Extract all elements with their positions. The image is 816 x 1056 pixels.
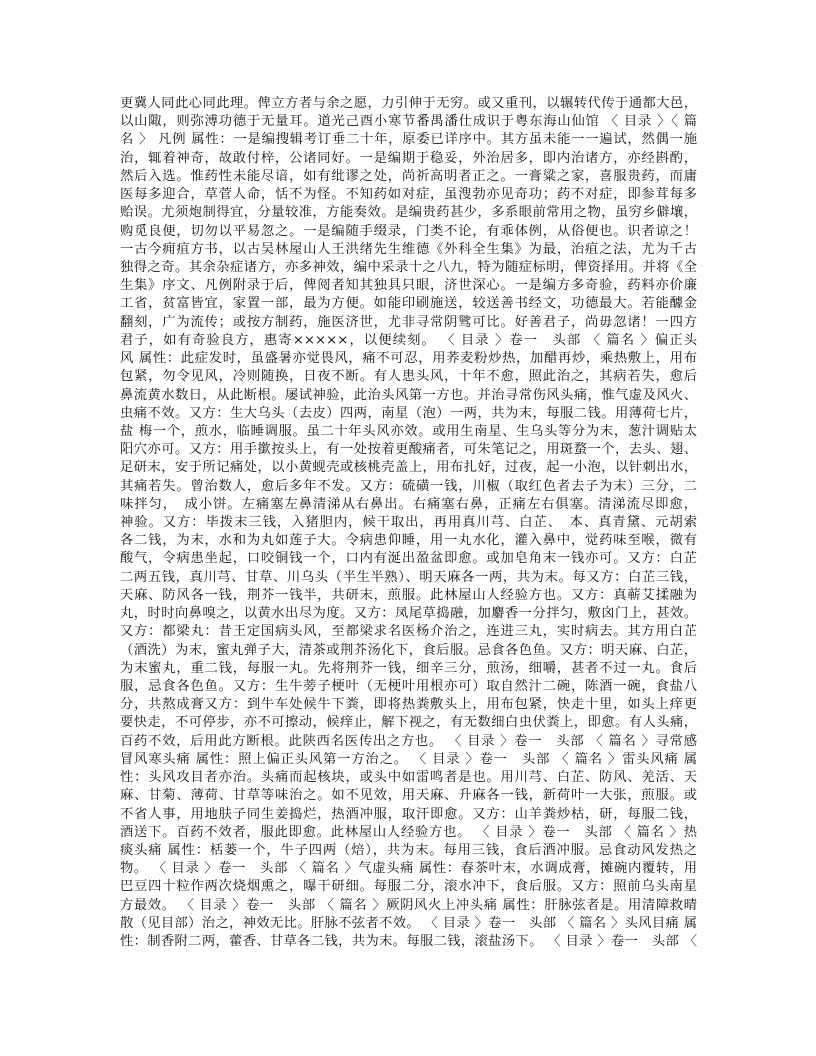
text-line: 独得之奇。其余杂症诸方，亦多神效，编中采录十之八九，特为随症标明，俾资择用。并将《全 <box>120 259 697 275</box>
text-line: 购觅良便，切勿以平易忽之。一是编随手缀录，门类不论，有乖体例，从俗便也。识者谅之！ <box>120 223 697 239</box>
text-line: 工省，贫富皆宜，家置一部，最为方便。如能印刷施送，较送善书经文，功德最大。若能醵金 <box>120 296 697 312</box>
text-line: 二两五钱，真川芎、甘草、川乌头（半生半熟）、明天麻各一两，共为末。每又方：白芷三钱， <box>120 569 697 585</box>
text-line: 巴豆四十粒作两次烧烟熏之，曝干研细。每服二分，滚水冲下，食后服。又方：照前乌头南星 <box>120 879 697 895</box>
text-line: 足研末，安于所记痛处，以小黄蚬壳或核桃壳盖上，用布扎好，过夜，起一小泡，以针刺出水， <box>120 460 697 476</box>
text-line: 一古今痈疽方书，以古吴林屋山人王洪绪先生维德《外科全生集》为最，治疽之法，尤为千古 <box>120 241 697 257</box>
text-line: 为末蜜丸，重二钱，每服一丸。先将荆芥一钱，细辛三分，煎汤，细嚼，甚者不过一丸。食后 <box>120 660 697 676</box>
text-line: 物。 〈 目录 〉卷一 头部 〈 篇名 〉气虚头痛 属性：春茶叶末，水调成膏，摊碗内覆转，用 <box>120 861 697 877</box>
text-line: 风 属性：此症发时，虽盛暑亦觉畏风，痛不可忍，用荞麦粉炒热，加醋再炒，乘热敷上，用布 <box>120 351 697 367</box>
text-line: 虫痛不效。又方：生大乌头（去皮）四两，南星（泡）一两，共为末，每服二钱。用薄荷七片， <box>120 405 697 421</box>
text-line: 服，忌食各色鱼。又方：生牛蒡子梗叶（无梗叶用根亦可）取自然汁二碗，陈酒一碗，食盐八 <box>120 679 697 694</box>
text-line: 丸，时时向鼻嗅之，以黄水出尽为度。又方：凤尾草捣融，加麝香一分拌匀，敷囟门上，甚效。 <box>120 606 697 622</box>
text-line: 酒送下。百药不效者，服此即愈。此林屋山人经验方也。 〈 目录 〉卷一 头部 〈 篇名 〉热 <box>120 824 697 840</box>
text-line: 不省人事，用地肤子同生姜捣烂，热酒冲服，取汗即愈。又方：山羊粪炒枯，研，每服二钱， <box>120 806 697 822</box>
text-line: 冒风寒头痛 属性：照上偏正头风第一方治之。 〈 目录 〉卷一 头部 〈 篇名 〉雷头风痛 属 <box>120 751 697 767</box>
text-line: 阳穴亦可。又方：用手撳按头上，有一处按着更酸痛者，可朱笔记之，用斑蝥一个，去头、翅、 <box>120 442 697 458</box>
text-line: 其痛若失。曾治数人，愈后多年不发。又方：硫磺一钱，川椒（取红色者去子为末）三分，二 <box>120 478 697 494</box>
text-line: 神验。又方：毕拨末三钱，入猪胆内，候干取出，再用真川芎、白芷、 本、真青黛、元胡索 <box>120 515 697 531</box>
text-line: 方最效。 〈 目录 〉卷一 头部 〈 篇名 〉厥阴风火上冲头痛 属性：肝脉弦者是。用清障救晴 <box>120 897 697 913</box>
text-line: 要快走，不可停步，亦不可擦动，候痒止，解下视之，有无数细白虫伏粪上，即愈。有人头痛， <box>120 715 697 731</box>
text-line: 又方：都梁丸：昔王定国病头风，至都梁求名医杨介治之，连进三丸，实时病去。其方用白芷 <box>120 624 697 640</box>
text-line: 鼻流黄水数日，从此断根。屡试神验，此治头风第一方也。并治寻常伤风头痛，惟气虚及风火、 <box>120 387 697 403</box>
text-line: 然后入选。惟药性未能尽谙，如有纰谬之处，尚祈高明者正之。一膏粱之家，喜服贵药，而庸 <box>120 168 697 184</box>
text-line: 君子，如有奇验良方，惠寄×××××，以便续刻。 〈 目录 〉卷一 头部 〈 篇名 〉偏正头 <box>120 332 697 348</box>
text-line: 性：头风攻目者亦治。头痛而起核块，或头中如雷鸣者是也。用川芎、白芷、防风、羌活、天 <box>120 770 697 786</box>
text-line: 性：制香附二两，藿香、甘草各二钱，共为末。每服二钱，滚盐汤下。 〈 目录 〉卷一 头部 〈 <box>120 934 697 950</box>
text-line: 盐 梅一个，煎水，临睡调服。虽二十年头风亦效。或用生南星、生乌头等分为末，葱汁调贴太 <box>120 423 697 439</box>
text-line: 医每多迎合，草菅人命，恬不为怪。不知药如对症，虽溲勃亦见奇功；药不对症，即参茸每多 <box>120 187 697 203</box>
text-line: （酒洗）为末，蜜丸弹子大，清茶或荆芥汤化下，食后服。忌食各色鱼。又方：明天麻、白芷， <box>120 642 697 658</box>
text-line: 生集》序文、凡例附录于后，俾阅者知其独具只眼，济世深心。一是编方多奇验，药料亦价廉 <box>120 278 697 294</box>
text-line: 更冀人同此心同此理。俾立方者与余之愿，力引伸于无穷。或又重刊，以辗转代传于通都大邑， <box>120 96 697 111</box>
document-page <box>120 95 697 951</box>
text-line: 味拌匀， 成小饼。左痛塞左鼻清涕从右鼻出。右痛塞右鼻，正痛左右俱塞。清涕流尽即愈， <box>120 496 697 512</box>
text-line: 天麻、防风各一钱，荆芥一钱半，共研末，煎服。此林屋山人经验方也。又方：真蕲艾揉融为 <box>120 587 697 603</box>
text-line: 百药不效，后用此方断根。此陕西名医传出之方也。 〈 目录 〉卷一 头部 〈 篇名 〉寻常感 <box>120 733 697 749</box>
text-line: 治，辄着神奇，故敢付梓，公诸同好。一是编期于稳妥，外治居多，即内治诸方，亦经斟酌， <box>120 150 697 166</box>
text-line: 麻、甘菊、薄荷、甘草等味治之。如不见效，用天麻、升麻各一钱，新荷叶一大张，煎服。或 <box>120 788 697 804</box>
text-line: 翻刻，广为流传；或按方制药，施医济世，尤非寻常阴骘可比。好善君子，尚毋忽诸！一四方 <box>120 314 697 330</box>
text-line: 散（见目部）治之，神效无比。肝脉不弦者不效。 〈 目录 〉卷一 头部 〈 篇名 〉头风目痛 属 <box>120 915 697 931</box>
text-line: 各二钱，为末，水和为丸如莲子大。令病患仰睡，用一丸水化，灌入鼻中，觉药味至喉，微有 <box>120 533 697 549</box>
text-line: 以山陬，则弥溥功德于无量耳。道光己酉小寒节番禺潘仕成识于粤东海山仙馆 〈 目录 〉〈 篇 <box>120 114 697 130</box>
text-line: 痰头痛 属性：栝蒌一个，牛子四两（焙），共为末。每用三钱，食后酒冲服。忌食动风发热之 <box>120 842 697 858</box>
text-line: 名 〉 凡例 属性：一是编搜辑考订垂二十年，原委已详序中。其方虽未能一一遍试，然偶一施 <box>120 132 697 148</box>
text-line: 包紧，勿令见风，冷则随换，日夜不断。有人患头风，十年不愈，照此治之，其病若失，愈后 <box>120 369 697 385</box>
text-line: 酸气，令病患坐起，口咬铜钱一个，口内有涎出盈盆即愈。或加皂角末一钱亦可。又方：白芷 <box>120 551 697 567</box>
text-line: 分，共熬成膏又方：到牛车处候牛下粪，即将热粪敷头上，用布包紧，快走十里，如头上痒更 <box>120 697 697 713</box>
text-line: 贻误。尤须炮制得宜，分量较准，方能奏效。是编贵药甚少，多系眼前常用之物，虽穷乡僻壤， <box>120 205 697 221</box>
